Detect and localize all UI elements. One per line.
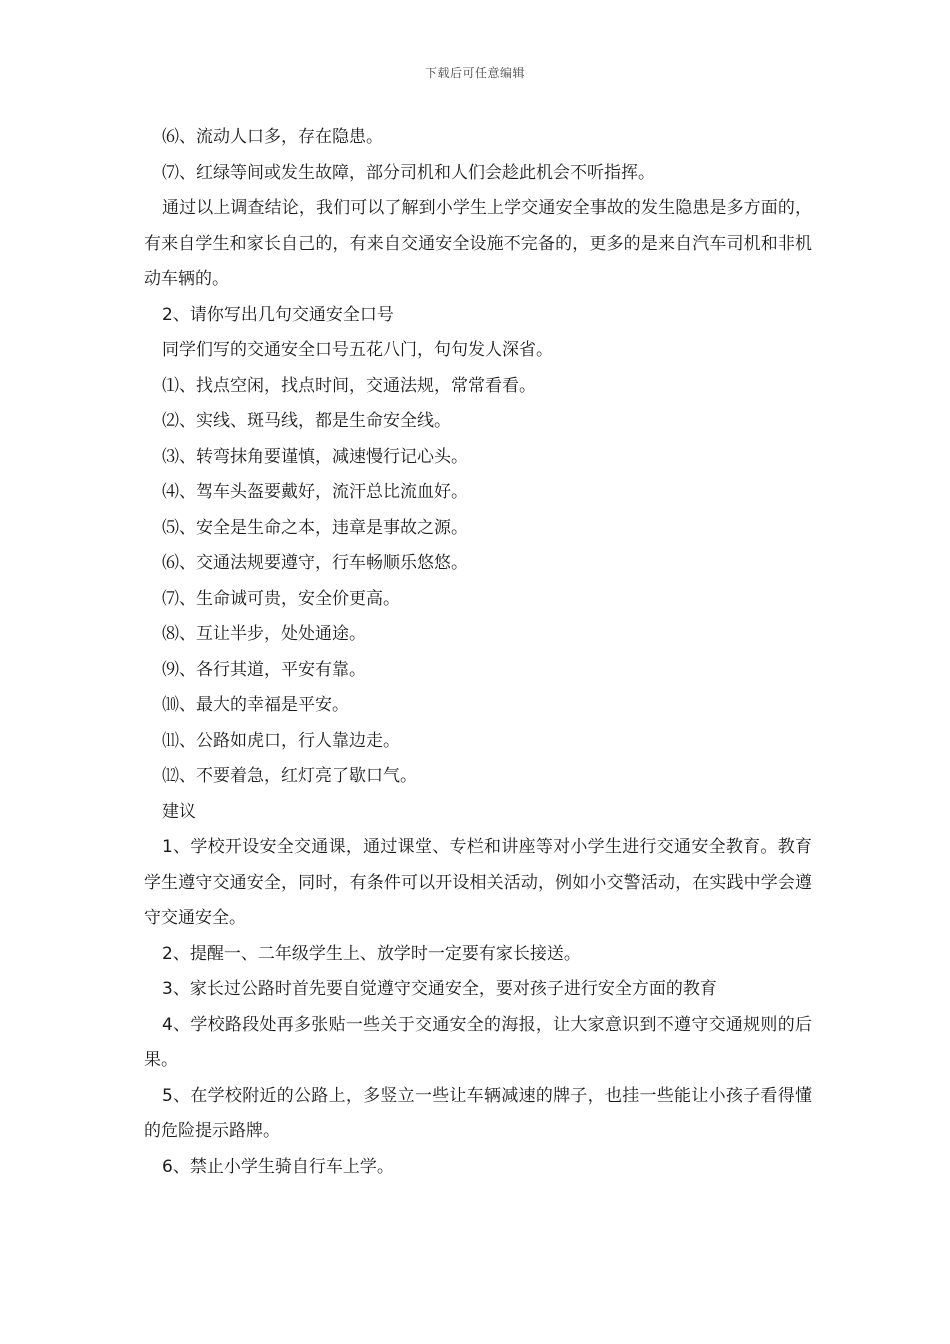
list-item: ⑾、公路如虎口，行人靠边走。 [162, 730, 400, 751]
list-item: ⑿、不要着急，红灯亮了歇口气。 [162, 766, 417, 786]
list-item: 4、学校路段处再多张贴一些关于交通安全的海报，让大家意识到不遵守交通规则的后果。 [144, 1014, 812, 1070]
list-item: 2、提醒一、二年级学生上、放学时一定要有家长接送。 [162, 943, 581, 964]
list-item: ⑻、互让半步，处处通途。 [162, 624, 366, 644]
list-item: ⑺、生命诚可贵，安全价更高。 [162, 588, 400, 609]
list-item: 1、学校开设安全交通课，通过课堂、专栏和讲座等对小学生进行交通安全教育。教育学生遵守交通安全，同时，有条件可以开设相关活动，例如小交警活动，在实践中学会遵守交通安全。 [144, 837, 812, 928]
list-item: ⑼、各行其道，平安有靠。 [162, 659, 366, 680]
document-body [144, 120, 812, 1185]
list-item: ⑽、最大的幸福是平安。 [162, 695, 349, 715]
list-item: ⑷、驾车头盔要戴好，流汗总比流血好。 [162, 482, 468, 502]
list-item: ⑶、转弯抹角要谨慎，减速慢行记心头。 [162, 446, 468, 467]
list-item: ⑺、红绿等间或发生故障，部分司机和人们会趁此机会不听指挥。 [162, 162, 655, 183]
list-item: 5、在学校附近的公路上，多竖立一些让车辆减速的牌子，也挂一些能让小孩子看得懂的危险提示路牌。 [144, 1085, 812, 1141]
list-item: ⑸、安全是生命之本，违章是事故之源。 [162, 517, 468, 538]
section-heading: 2、请你写出几句交通安全口号 [162, 304, 394, 325]
list-item: ⑹、流动人口多，存在隐患。 [162, 127, 383, 147]
list-item: 6、禁止小学生骑自行车上学。 [162, 1156, 394, 1177]
list-item: ⑹、交通法规要遵守，行车畅顺乐悠悠。 [162, 553, 468, 573]
section-heading: 建议 [162, 801, 196, 822]
list-item: ⑵、实线、斑马线，都是生命安全线。 [162, 411, 451, 431]
page-header: 下载后可任意编辑 [424, 66, 525, 80]
list-item: ⑴、找点空闲，找点时间，交通法规，常常看看。 [162, 375, 536, 396]
paragraph: 同学们写的交通安全口号五花八门，句句发人深省。 [162, 340, 553, 360]
paragraph: 通过以上调查结论，我们可以了解到小学生上学交通安全事故的发生隐患是多方面的，有来自学生和家长自己的，有来自交通安全设施不完备的，更多的是来自汽车司机和非机动车辆的。 [144, 198, 812, 289]
list-item: 3、家长过公路时首先要自觉遵守交通安全，要对孩子进行安全方面的教育 [162, 979, 717, 999]
